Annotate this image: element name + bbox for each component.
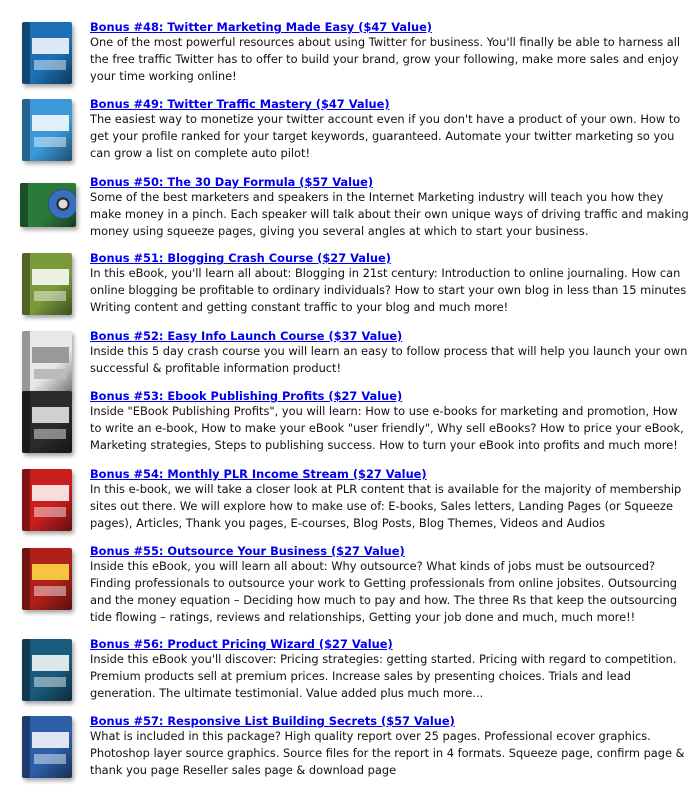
bonus-title-link[interactable]: Bonus #56: Product Pricing Wizard ($27 Value) [90,637,393,651]
ebook-publishing-cover-icon [22,391,72,453]
bonus-description: Inside this eBook you'll discover: Pricing strategies: getting started. Pricing with regard to competition. Premium products sell at premium prices. Increase sales by presenting choices. Trials and lead generation. The ultimate testimonial. Value added plus much more... [90,652,677,700]
bonus-title-link[interactable]: Bonus #50: The 30 Day Formula ($57 Value) [90,175,374,189]
list-building-cover-icon [22,716,72,778]
twitter-ebook-cover-icon [22,22,72,84]
info-launch-cover-icon [22,331,72,393]
dvd-case-cover-icon [20,183,76,227]
bonus-description: The easiest way to monetize your twitter account even if you don't have a product of your own. How to get your profile ranked for your target keywords, guaranteed. Automate your twitter marketing so you can grow a list on complete auto pilot! [90,112,681,160]
bonus-description: Inside this eBook, you will learn all about: Why outsource? What kinds of jobs must be outsourced? Finding professionals to outsource your work to Getting professionals from online jobsites. Outsourcing and the money equation – Deciding how much to pay and how. The three Rs that keep the outsourcing tide flowing – ratings, reviews and relationships, Getting your job done and much, much more!! [90,559,678,624]
bonus-title-link[interactable]: Bonus #53: Ebook Publishing Profits ($27 Value) [90,389,403,403]
blogging-cover-icon [22,253,72,315]
bonus-description: What is included in this package? High quality report over 25 pages. Professional ecover graphics. Photoshop layer source graphics. Source files for the report in 4 formats. Squeeze page, confirm page & thank you page Reseller sales page & download page [90,729,685,777]
bonus-description: One of the most powerful resources about using Twitter for business. You'll finally be able to harness all the free traffic Twitter has to offer to build your brand, grow your following, make more sales and enjoy your time working online! [90,35,681,83]
plr-cover-icon [22,469,72,531]
bonus-title-link[interactable]: Bonus #51: Blogging Crash Course ($27 Value) [90,251,391,265]
bonus-title-link[interactable]: Bonus #49: Twitter Traffic Mastery ($47 Value) [90,97,390,111]
bonus-title-link[interactable]: Bonus #52: Easy Info Launch Course ($37 Value) [90,329,403,343]
bonus-title-link[interactable]: Bonus #54: Monthly PLR Income Stream ($27 Value) [90,467,427,481]
outsource-cover-icon [22,548,72,610]
bonus-description: In this eBook, you'll learn all about: Blogging in 21st century: Introduction to online journaling. How can online blogging be profitable to ordinary individuals? How to start your own blog in less than 15 minutes Writing content and getting constant traffic to your blog and much more! [90,266,687,314]
bonus-description: Some of the best marketers and speakers in the Internet Marketing industry will teach you how they make money in a pinch. Each speaker will talk about their own unique ways of driving traffic and making money using squeeze pages, giving you several angles at which to start your business. [90,190,689,238]
bonus-title-link[interactable]: Bonus #48: Twitter Marketing Made Easy ($47 Value) [90,20,433,34]
bonus-description: Inside this 5 day crash course you will learn an easy to follow process that will help you launch your own successful & profitable information product! [90,344,688,375]
bonus-description: In this e-book, we will take a closer look at PLR content that is available for the majority of membership sites out there. We will explore how to make use of: E-books, Sales letters, Landing Pages (or Squeeze pages), Articles, Thank you pages, E-courses, Blog Posts, Blog Themes, Videos and Audios [90,482,682,530]
pricing-wizard-cover-icon [22,639,72,701]
bonus-title-link[interactable]: Bonus #57: Responsive List Building Secrets ($57 Value) [90,714,455,728]
bonus-title-link[interactable]: Bonus #55: Outsource Your Business ($27 Value) [90,544,405,558]
twitter-traffic-cover-icon [22,99,72,161]
bonus-description: Inside "EBook Publishing Profits", you will learn: How to use e-books for marketing and promotion, How to write an e-book, How to make your eBook "user friendly", Why sell eBooks? How to price your eBook, Marketing strategies, Steps to publishing success. How to turn your eBook into profits and much more! [90,404,684,452]
